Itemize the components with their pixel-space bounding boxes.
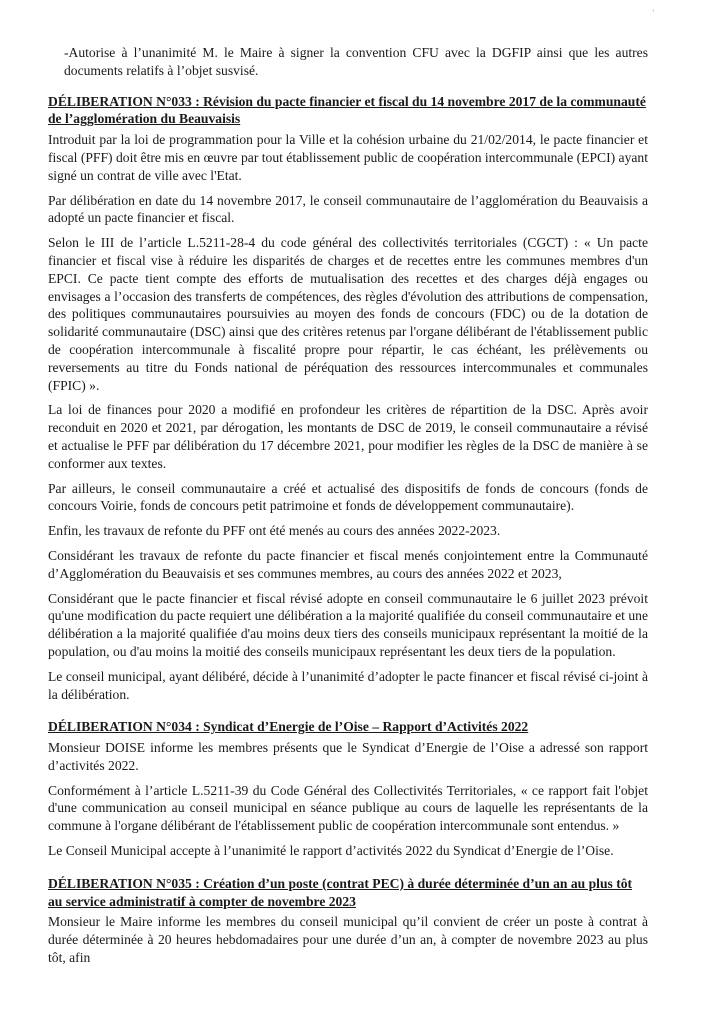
deliberation-section [48, 875, 648, 967]
intro-paragraph: -Autorise à l’unanimité M. le Maire à signer la convention CFU avec la DGFIP ainsi que les autres documents relatifs à l’objet susvisé. [64, 45, 648, 78]
deliberation-paragraph: Enfin, les travaux de refonte du PFF ont été menés au cours des années 2022-2023. [48, 523, 501, 539]
deliberation-paragraph: Le Conseil Municipal accepte à l’unanimité le rapport d’activités 2022 du Syndicat d’Energie de l’Oise. [48, 843, 614, 859]
deliberation-paragraph: Par ailleurs, le conseil communautaire a créé et actualisé des dispositifs de fonds de concours (fonds de concours Voirie, fonds de concours petit patrimoine et fonds de développement communautaire). [48, 480, 648, 514]
deliberation-paragraph: La loi de finances pour 2020 a modifié en profondeur les critères de répartition de la DSC. Après avoir reconduit en 2020 et 2021, par dérogation, les montants de DSC de 2019, le conseil communautaire a révisé et actualise le PFF par délibération du 17 décembre 2021, pour modifier les règles de la DSC de manière à se conformer aux textes. [48, 402, 648, 471]
deliberations [48, 93, 648, 967]
deliberation-paragraph: Conformément à l’article L.5211-39 du Code Général des Collectivités Territoriales, « ce rapport fait l'objet d'une communication au conseil municipal en séance publique au cours de laquelle les représentants de la commune à l'organe délibérant de l'établissement public de coopération intercommunale sont entendus. » [48, 782, 648, 834]
deliberation-title: DÉLIBERATION N°033 : Révision du pacte financier et fiscal du 14 novembre 2017 de la communauté de l’agglomération du Beauvaisis [48, 93, 646, 127]
deliberation-paragraph: Par délibération en date du 14 novembre 2017, le conseil communautaire de l’agglomération du Beauvaisis a adopté un pacte financier et fiscal. [48, 192, 648, 226]
deliberation-title: DÉLIBERATION N°034 : Syndicat d’Energie de l’Oise – Rapport d’Activités 2022 [48, 719, 529, 735]
deliberation-paragraph: Selon le III de l’article L.5211-28-4 du code général des collectivités territoriales (CGCT) : « Un pacte financier et fiscal vise à réduire les disparités de charges et de recettes entre les communes membres d'un EPCI. Ce pacte tient compte des efforts de mutualisation des recettes et des charges déjà engages ou envisages a l’occasion des transferts de compétences, des règles d'évolution des attributions de compensation, des politiques communautaires poursuivies au moyen des fonds de concours (FDC) ou de la dotation de solidarité communautaire (DSC) ainsi que des critères retenus par l'organe délibérant de l'établissement public de coopération intercommunale à fiscalité propre pour répartir, le cas échéant, les prélèvements ou reversements au titre du Fonds national de péréquation des ressources intercommunales et communales (FPIC) ». [48, 235, 648, 393]
deliberation-paragraph: Monsieur le Maire informe les membres du conseil municipal qu’il convient de créer un poste à contrat à durée déterminée à 20 heures hebdomadaires pour une durée d’un an, à compter de novembre 2023 au plus tôt, afin [48, 914, 648, 966]
corner-mark: ' [652, 8, 654, 18]
deliberation-paragraph: Considérant les travaux de refonte du pacte financier et fiscal menés conjointement entre la Communauté d’Agglomération du Beauvaisis et ses communes membres, au cours des années 2022 et 2023, [48, 547, 648, 581]
deliberation-section [48, 718, 648, 860]
deliberation-section [48, 93, 648, 704]
deliberation-title: DÉLIBERATION N°035 : Création d’un poste (contrat PEC) à durée déterminée d’un an au plus tôt au service administratif à compter de novembre 2023 [48, 875, 633, 909]
deliberation-paragraph: Le conseil municipal, ayant délibéré, décide à l’unanimité d’adopter le pacte financer et fiscal révisé ci-joint à la délibération. [48, 668, 648, 702]
deliberation-paragraph: Introduit par la loi de programmation pour la Ville et la cohésion urbaine du 21/02/2014, le pacte financier et fiscal (PFF) doit être mis en œuvre par tout établissement public de coopération intercommunale (EPCI) ayant signé un contrat de ville avec l'Etat. [48, 132, 648, 183]
deliberation-paragraph: Monsieur DOISE informe les membres présents que le Syndicat d’Energie de l’Oise a adressé son rapport d’activités 2022. [48, 740, 648, 773]
deliberation-paragraph: Considérant que le pacte financier et fiscal révisé adopte en conseil communautaire le 6 juillet 2023 prévoit qu'une modification du pacte requiert une délibération a la majorité qualifiée du conseil communautaire et une délibération a la majorité qualifiée d'au moins deux tiers des conseils municipaux représentant la moitié de la population, ou d'au moins la moitié des conseils municipaux représentant les deux tiers de la population. [48, 590, 648, 659]
